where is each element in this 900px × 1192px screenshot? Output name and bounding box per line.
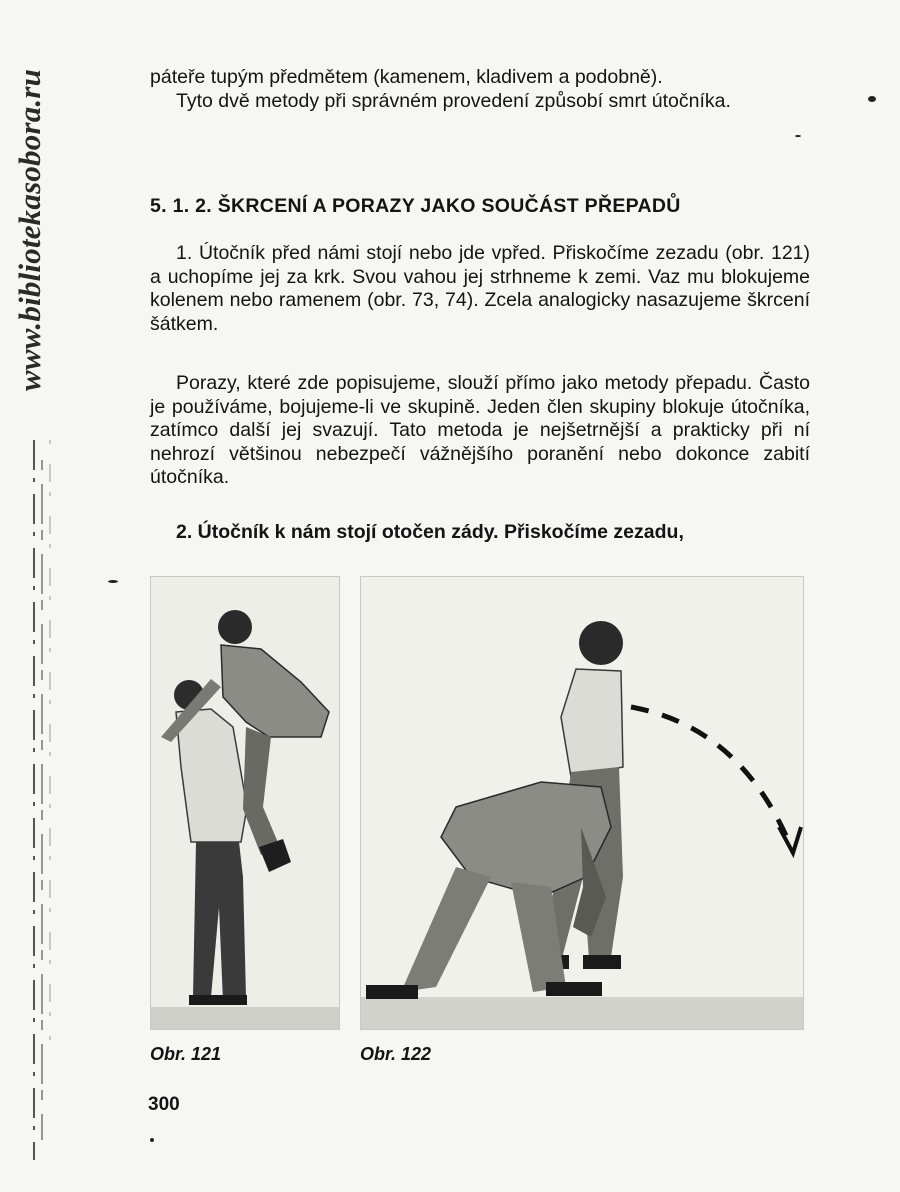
paragraph-1 (150, 242, 810, 336)
intro-line-2: Tyto dvě metody při správném provedení způsobí smrt útočníka. (176, 89, 731, 112)
page-number: 300 (148, 1094, 180, 1115)
paragraph-2-text: Porazy, které zde popisujeme, slouží přímo jako metody přepadu. Často je používáme, bojujeme-li ve skupině. Jeden člen skupiny blokuje útočníka, zatímco další jej svazují. Tato metoda je nejšetrnější a prakticky při ní nehrozí většinou nebezpečí vážnějšího poranění nebo dokonce zabití útočníka. (150, 372, 810, 488)
watermark (6, 20, 54, 440)
paragraph-2 (150, 372, 810, 490)
scan-speck (795, 135, 801, 137)
figure-122-illustration (361, 577, 803, 1029)
paragraph-1-text: 1. Útočník před námi stojí nebo jde vpřed. Přiskočíme zezadu (obr. 121) a uchopíme jej za krk. Svou vahou jej strhneme k zemi. Vaz mu blokujeme kolenem nebo ramenem (obr. 73, 74). Zcela analogicky nasazujeme škrcení šátkem. (150, 242, 810, 335)
paragraph-3 (150, 521, 810, 545)
figure-121-caption: Obr. 121 (150, 1044, 222, 1064)
figure-121-illustration (151, 577, 339, 1029)
figure-121-photo (150, 576, 340, 1030)
section-heading: 5. 1. 2. ŠKRCENÍ A PORAZY JAKO SOUČÁST PŘEPADŮ (150, 195, 681, 217)
figure-122-photo (360, 576, 804, 1030)
scan-speck (868, 96, 876, 102)
watermark-text: www.bibliotekasobora.ru (12, 68, 47, 392)
intro-line-1: páteře tupým předmětem (kamenem, kladivem a podobně). (150, 66, 663, 88)
scan-speck (150, 1138, 154, 1142)
binding-shadow (30, 440, 56, 1160)
figure-122-caption: Obr. 122 (360, 1044, 432, 1064)
scan-speck (108, 580, 118, 583)
paragraph-3-text: 2. Útočník k nám stojí otočen zády. Přiskočíme zezadu, (176, 521, 684, 543)
intro-text (150, 66, 810, 113)
